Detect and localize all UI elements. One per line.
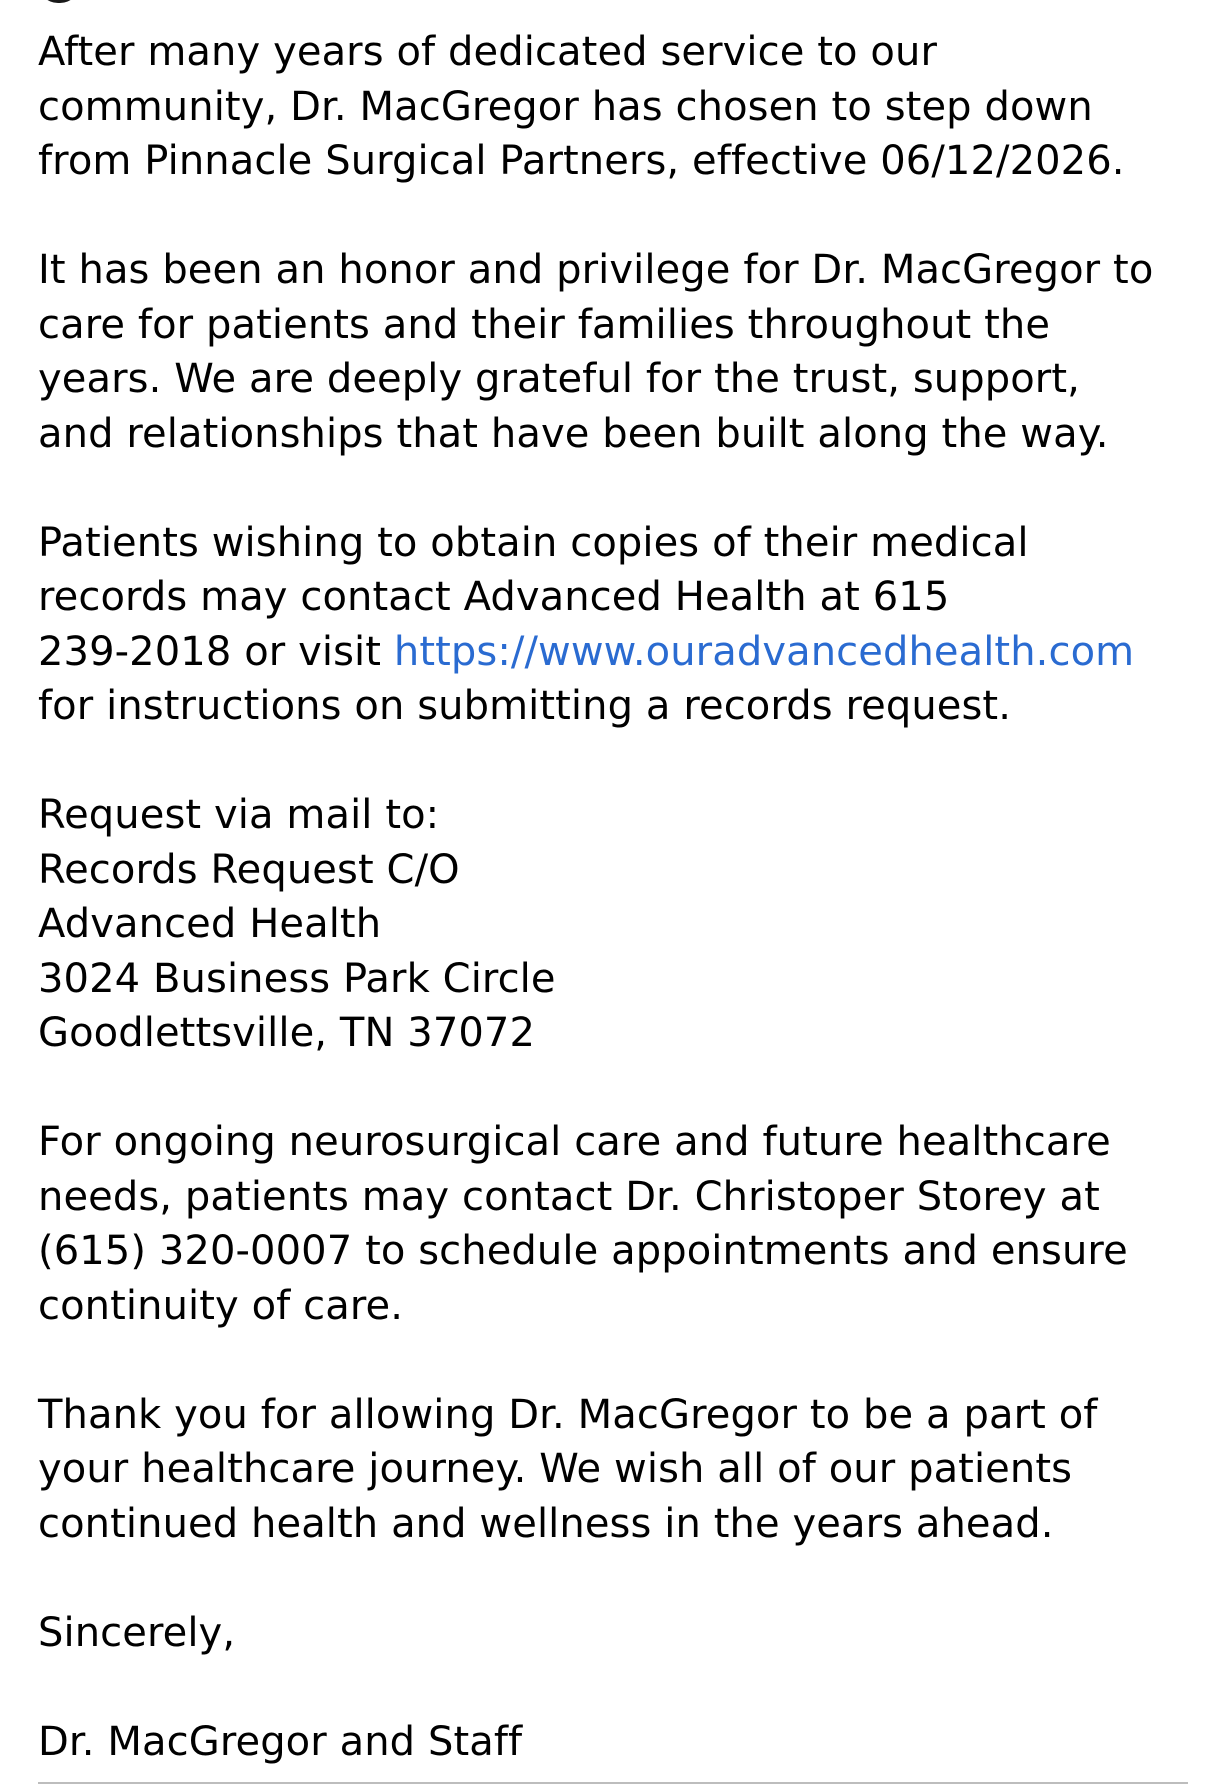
text-line: continuity of care. [38, 1282, 404, 1329]
address-line: Records Request C/O [38, 846, 460, 893]
paragraph-thank-you [38, 1388, 1188, 1552]
paragraph-records [38, 516, 1188, 734]
text-line: your healthcare journey. We wish all of our patients [38, 1446, 1073, 1492]
text-line: Patients wishing to obtain copies of their medical [38, 519, 1029, 566]
text-line: for instructions on submitting a records request. [38, 683, 1012, 729]
text-line: For ongoing neurosurgical care and future healthcare [38, 1119, 1111, 1165]
text-line: (615) 320-0007 to schedule appointments and ensure [38, 1228, 1128, 1274]
text-fragment: 239-2018 or visit [38, 628, 394, 675]
address-line: 3024 Business Park Circle [38, 955, 556, 1002]
closing [38, 1606, 1188, 1661]
text-line [38, 625, 1188, 680]
text-line: Thank you for allowing Dr. MacGregor to be a part of [38, 1391, 1098, 1438]
text-line: continued health and wellness in the years ahead. [38, 1500, 1054, 1547]
text-line: records may contact Advanced Health at 615 [38, 574, 950, 620]
message-body [38, 25, 1188, 1769]
text-line: Request via mail to: [38, 792, 440, 838]
closing-text: Sincerely, [38, 1609, 236, 1656]
paragraph-spacer [38, 734, 1188, 789]
text-line: community, Dr. MacGregor has chosen to step down [38, 83, 1093, 130]
paragraph-mailing-address [38, 788, 1188, 1061]
records-website-link[interactable]: https://www.ouradvancedhealth.com [393, 628, 1135, 675]
paragraph-spacer [38, 1660, 1188, 1715]
text-line: and relationships that have been built along the way. [38, 410, 1109, 457]
signature-text: Dr. MacGregor and Staff [38, 1718, 523, 1765]
paragraph-spacer [38, 189, 1188, 244]
paragraph-ongoing-care [38, 1115, 1188, 1333]
text-line: years. We are deeply grateful for the trust, support, [38, 356, 1080, 402]
text-line: After many years of dedicated service to our [38, 29, 937, 75]
text-line: care for patients and their families throughout the [38, 301, 1051, 348]
text-line: It has been an honor and privilege for Dr. MacGregor to [38, 247, 1154, 293]
paragraph-spacer [38, 1333, 1188, 1388]
paragraph-spacer [38, 461, 1188, 516]
address-line: Goodlettsville, TN 37072 [38, 1010, 536, 1056]
text-line: needs, patients may contact Dr. Christoper Storey at [38, 1173, 1100, 1220]
paragraph-gratitude [38, 243, 1188, 461]
paragraph-spacer [38, 1551, 1188, 1606]
partial-top-glyph [38, 0, 80, 3]
paragraph-spacer [38, 1061, 1188, 1116]
text-line: from Pinnacle Surgical Partners, effective 06/12/2026. [38, 138, 1125, 184]
address-line: Advanced Health [38, 901, 382, 947]
paragraph-announcement [38, 25, 1188, 189]
signature [38, 1715, 1188, 1770]
